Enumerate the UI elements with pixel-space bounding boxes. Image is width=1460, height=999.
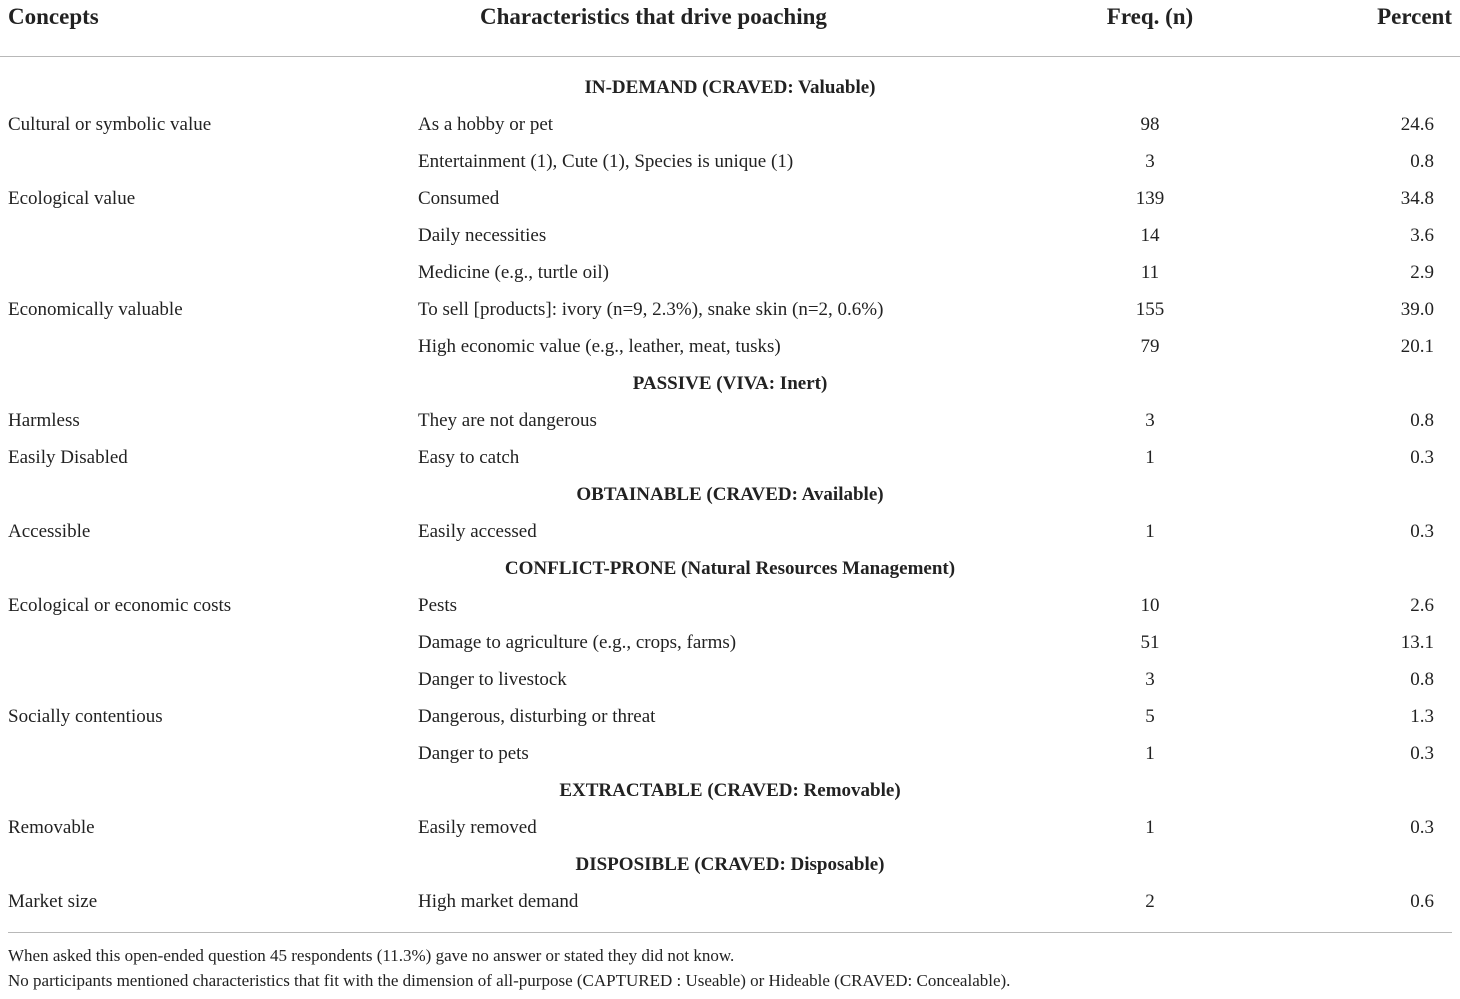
header-row bbox=[0, 0, 1460, 57]
header-characteristics: Characteristics that drive poaching bbox=[410, 0, 1050, 57]
characteristic-cell: As a hobby or pet bbox=[418, 113, 554, 135]
concept-cell: Economically valuable bbox=[8, 298, 183, 320]
percent-cell: 34.8 bbox=[1400, 187, 1434, 209]
freq-cell: 11 bbox=[1140, 261, 1160, 283]
concept-cell bbox=[0, 735, 410, 772]
section-header-row bbox=[0, 365, 1460, 402]
table-row bbox=[0, 661, 1460, 698]
table-row bbox=[0, 291, 1460, 328]
percent-cell: 0.6 bbox=[1410, 890, 1434, 912]
percent-cell: 0.3 bbox=[1410, 742, 1434, 764]
freq-cell: 10 bbox=[1140, 594, 1160, 616]
characteristic-cell: Pests bbox=[418, 594, 458, 616]
table-row bbox=[0, 254, 1460, 291]
concept-cell: Socially contentious bbox=[8, 705, 163, 727]
characteristic-cell: High economic value (e.g., leather, meat, tusks) bbox=[418, 335, 781, 357]
percent-cell: 0.3 bbox=[1410, 520, 1434, 542]
percent-cell: 20.1 bbox=[1400, 335, 1434, 357]
freq-cell: 1 bbox=[1145, 816, 1155, 838]
freq-cell: 14 bbox=[1140, 224, 1160, 246]
characteristic-cell: Medicine (e.g., turtle oil) bbox=[418, 261, 609, 283]
concept-cell: Ecological or economic costs bbox=[8, 594, 232, 616]
section-header-row bbox=[0, 846, 1460, 883]
concept-cell bbox=[0, 143, 410, 180]
characteristic-cell: Danger to livestock bbox=[418, 668, 567, 690]
freq-cell: 1 bbox=[1145, 742, 1155, 764]
freq-cell: 5 bbox=[1145, 705, 1155, 727]
section-title: CONFLICT-PRONE (Natural Resources Management) bbox=[504, 557, 956, 579]
percent-cell: 13.1 bbox=[1400, 631, 1434, 653]
percent-cell: 0.8 bbox=[1410, 668, 1434, 690]
footnote: No participants mentioned characteristics that fit with the dimension of all-purpose (CAPTURED : Useable) or Hideable (CRAVED: Concealable). bbox=[8, 971, 1011, 990]
concept-cell bbox=[0, 624, 410, 661]
section-title: EXTRACTABLE (CRAVED: Removable) bbox=[559, 779, 901, 801]
concept-cell: Ecological value bbox=[8, 187, 136, 209]
percent-cell: 0.3 bbox=[1410, 446, 1434, 468]
header-concepts: Concepts bbox=[0, 0, 410, 57]
freq-cell: 155 bbox=[1135, 298, 1165, 320]
characteristic-cell: Easily accessed bbox=[418, 520, 537, 542]
section-header-row bbox=[0, 476, 1460, 513]
header-percent: Percent bbox=[1250, 0, 1460, 57]
section-title: DISPOSIBLE (CRAVED: Disposable) bbox=[575, 853, 885, 875]
table-row bbox=[0, 809, 1460, 846]
concept-cell bbox=[0, 661, 410, 698]
percent-cell: 1.3 bbox=[1410, 705, 1434, 727]
percent-cell: 0.8 bbox=[1410, 150, 1434, 172]
concept-cell: Cultural or symbolic value bbox=[8, 113, 212, 135]
table-body bbox=[0, 57, 1460, 921]
characteristic-cell: Easy to catch bbox=[418, 446, 520, 468]
percent-cell: 39.0 bbox=[1400, 298, 1434, 320]
characteristic-cell: Daily necessities bbox=[418, 224, 547, 246]
concept-cell bbox=[0, 254, 410, 291]
concept-cell bbox=[0, 217, 410, 254]
characteristic-cell: Consumed bbox=[418, 187, 500, 209]
section-header-row bbox=[0, 69, 1460, 106]
section-header-row bbox=[0, 772, 1460, 809]
footnote: When asked this open-ended question 45 respondents (11.3%) gave no answer or stated they did not know. bbox=[8, 946, 735, 965]
concept-cell: Accessible bbox=[8, 520, 91, 542]
table-row bbox=[0, 143, 1460, 180]
table-footnotes bbox=[8, 943, 1452, 993]
concept-cell: Harmless bbox=[8, 409, 80, 431]
freq-cell: 79 bbox=[1140, 335, 1160, 357]
spacer-cell bbox=[0, 57, 1460, 70]
section-title: OBTAINABLE (CRAVED: Available) bbox=[576, 483, 884, 505]
table-row bbox=[0, 624, 1460, 661]
freq-cell: 1 bbox=[1145, 520, 1155, 542]
table-row bbox=[0, 180, 1460, 217]
freq-cell: 1 bbox=[1145, 446, 1155, 468]
freq-cell: 98 bbox=[1140, 113, 1160, 135]
table-row bbox=[0, 402, 1460, 439]
characteristic-cell: Entertainment (1), Cute (1), Species is unique (1) bbox=[418, 150, 794, 172]
concept-cell: Removable bbox=[8, 816, 95, 838]
percent-cell: 3.6 bbox=[1410, 224, 1434, 246]
percent-cell: 0.3 bbox=[1410, 816, 1434, 838]
concept-cell: Easily Disabled bbox=[8, 446, 128, 468]
characteristic-cell: High market demand bbox=[418, 890, 579, 912]
freq-cell: 139 bbox=[1135, 187, 1165, 209]
percent-cell: 24.6 bbox=[1400, 113, 1434, 135]
concept-cell: Market size bbox=[8, 890, 98, 912]
section-title: IN-DEMAND (CRAVED: Valuable) bbox=[584, 76, 876, 98]
characteristic-cell: They are not dangerous bbox=[418, 409, 597, 431]
concept-cell bbox=[0, 328, 410, 365]
section-title: PASSIVE (VIVA: Inert) bbox=[632, 372, 828, 394]
header-freq: Freq. (n) bbox=[1050, 0, 1250, 57]
freq-cell: 3 bbox=[1145, 668, 1155, 690]
characteristic-cell: Danger to pets bbox=[418, 742, 529, 764]
table-row bbox=[0, 217, 1460, 254]
characteristic-cell: Easily removed bbox=[418, 816, 537, 838]
table-row bbox=[0, 735, 1460, 772]
table-row bbox=[0, 439, 1460, 476]
footer-rule bbox=[8, 932, 1452, 933]
percent-cell: 2.6 bbox=[1410, 594, 1434, 616]
percent-cell: 0.8 bbox=[1410, 409, 1434, 431]
characteristic-cell: To sell [products]: ivory (n=9, 2.3%), snake skin (n=2, 0.6%) bbox=[418, 298, 884, 320]
table-row bbox=[0, 587, 1460, 624]
freq-cell: 3 bbox=[1145, 409, 1155, 431]
percent-cell: 2.9 bbox=[1410, 261, 1434, 283]
table-row bbox=[0, 883, 1460, 920]
table-row bbox=[0, 328, 1460, 365]
freq-cell: 51 bbox=[1140, 631, 1160, 653]
characteristic-cell: Damage to agriculture (e.g., crops, farms) bbox=[418, 631, 737, 653]
characteristic-cell: Dangerous, disturbing or threat bbox=[418, 705, 656, 727]
freq-cell: 2 bbox=[1145, 890, 1155, 912]
spacer-row bbox=[0, 57, 1460, 70]
table-row bbox=[0, 106, 1460, 143]
freq-cell: 3 bbox=[1145, 150, 1155, 172]
section-header-row bbox=[0, 550, 1460, 587]
table-row bbox=[0, 698, 1460, 735]
table-row bbox=[0, 513, 1460, 550]
